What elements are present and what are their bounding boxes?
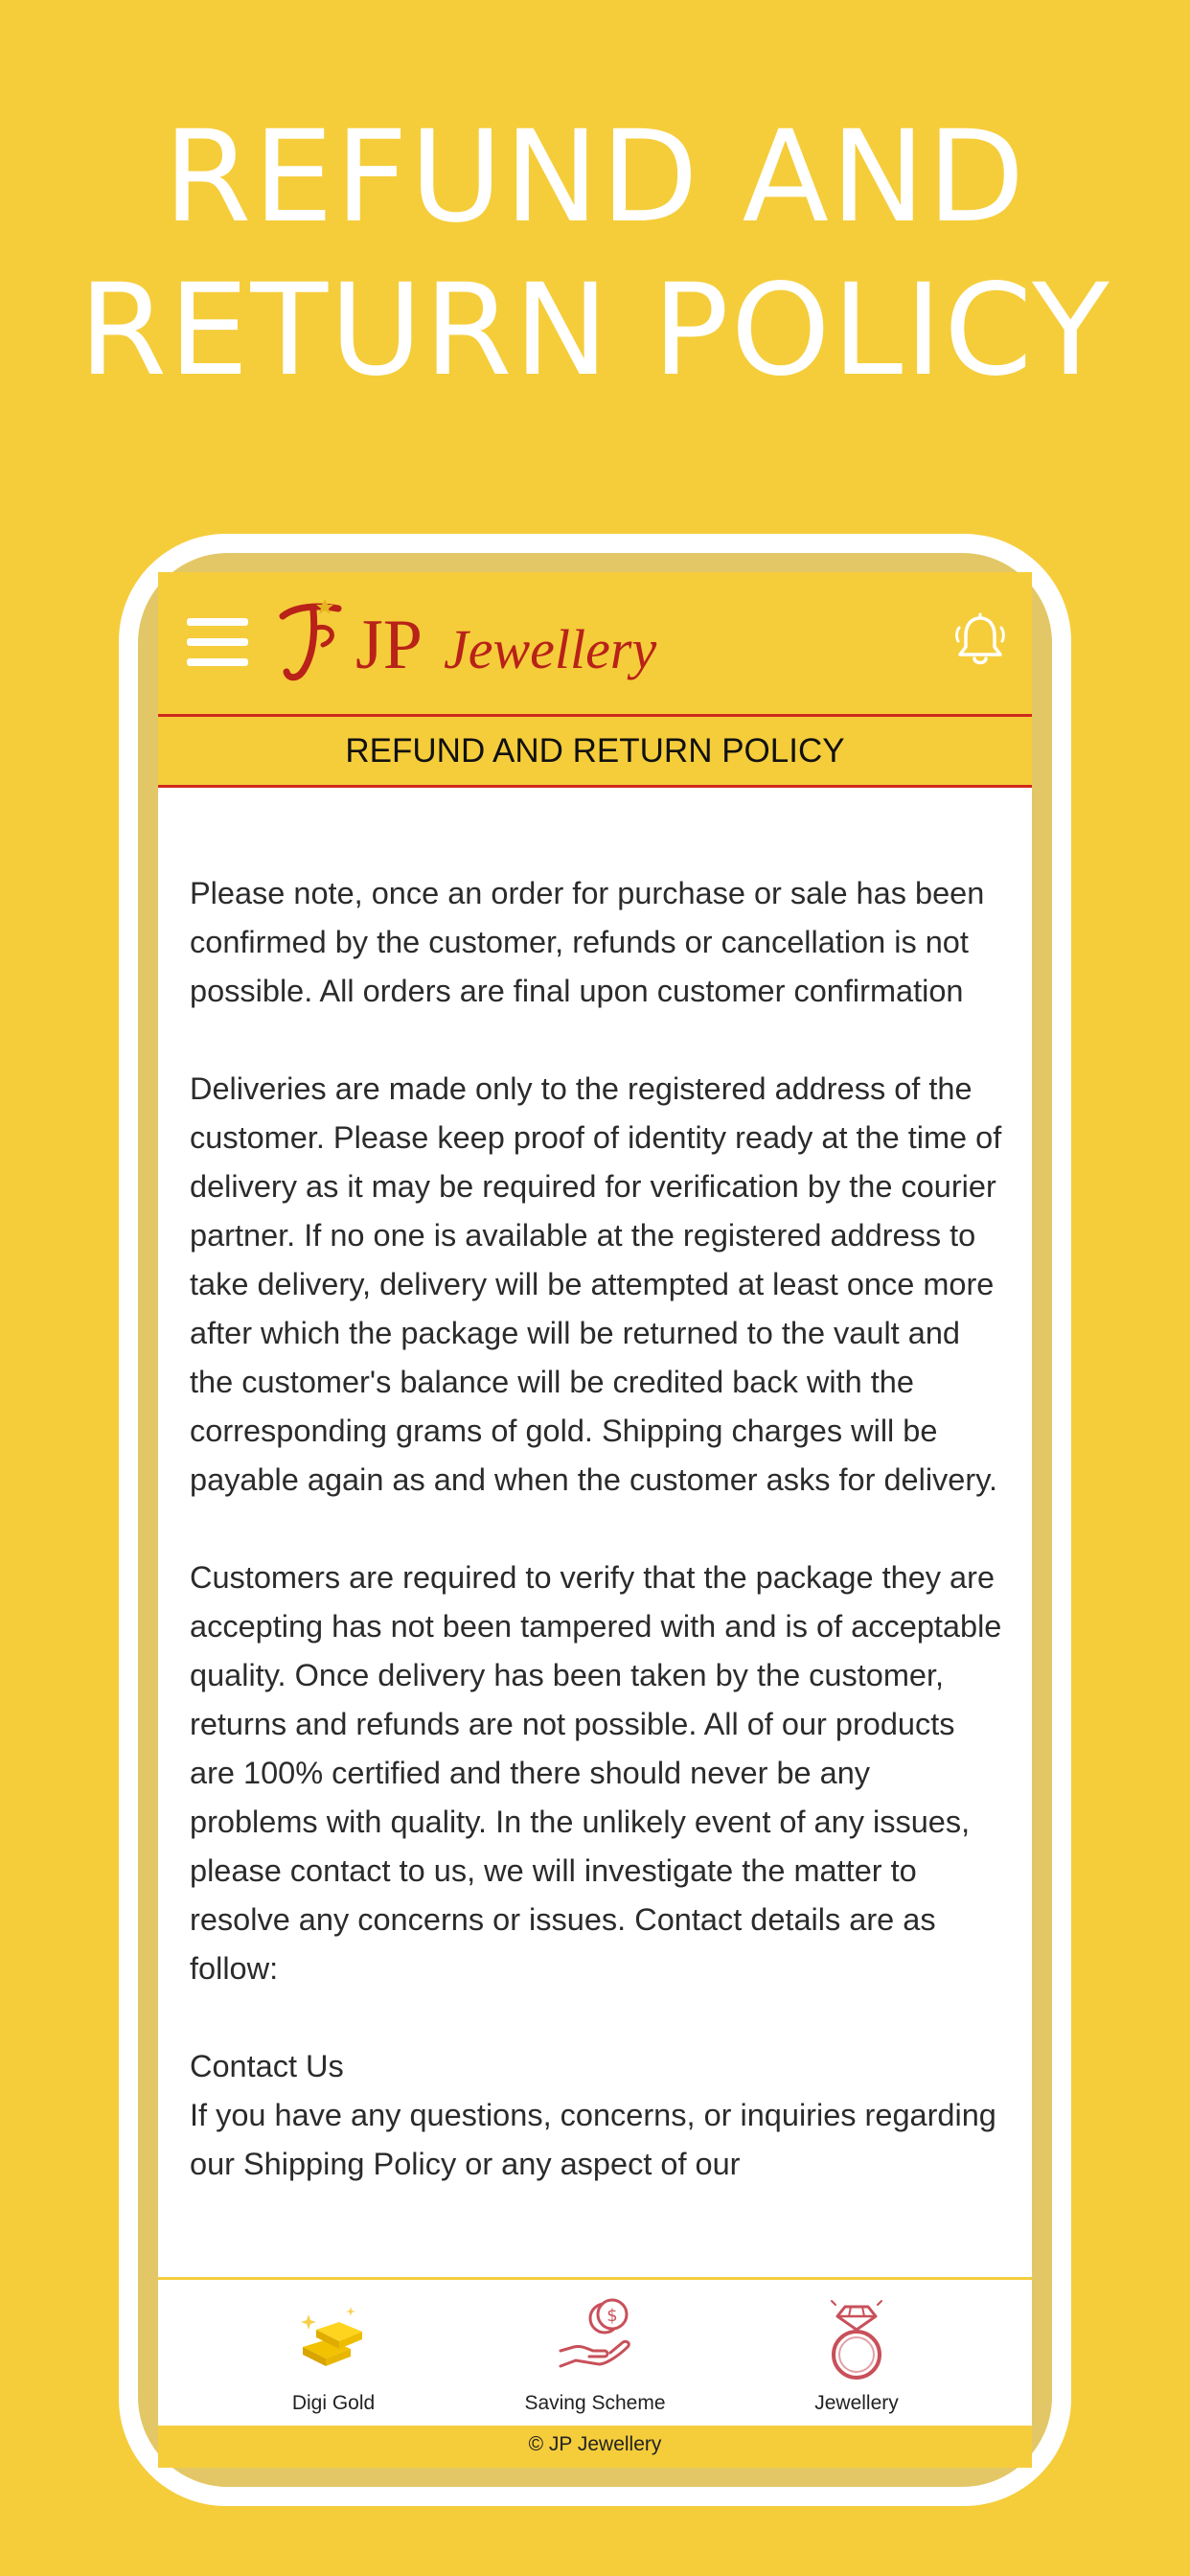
bottom-navigation <box>158 2277 1032 2428</box>
policy-paragraph-3: Customers are required to verify that the package they are accepting has not been tampered with and is of acceptable quality. Once delivery has been taken by the customer, returns and refunds are not possible. All of our products are 100% certified and there should never be any problems with quality. In the unlikely event of any issues, please contact to us, we will investigate the matter to resolve any concerns or issues. Contact details are as follow: <box>190 1560 1002 1986</box>
contact-text: If you have any questions, concerns, or inquiries regarding our Shipping Policy or any aspect of our <box>190 2098 996 2181</box>
policy-paragraph-2: Deliveries are made only to the registered address of the customer. Please keep proof of identity ready at the time of delivery as it may be required for verification by the courier partner. If no one is available at the registered address to take delivery, delivery will be attempted at least once more after which the package will be returned to the vault and the customer's balance will be credited back with the corresponding grams of gold. Shipping charges will be payable again as and when the customer asks for delivery. <box>190 1071 1002 1497</box>
jp-monogram-icon <box>275 595 346 687</box>
policy-content[interactable] <box>190 869 1004 2181</box>
hamburger-menu-icon[interactable] <box>187 616 248 668</box>
logo-jewellery-text: Jewellery <box>444 618 657 680</box>
logo-jp-text: JP <box>355 606 423 684</box>
nav-label-saving-scheme: Saving Scheme <box>524 2392 666 2414</box>
contact-heading: Contact Us <box>190 2049 344 2083</box>
hand-coins-icon <box>557 2297 637 2378</box>
svg-text:$: $ <box>606 2306 618 2326</box>
brand-logo[interactable] <box>275 591 677 687</box>
copyright-text: © JP Jewellery <box>528 2433 662 2455</box>
hero-title-line-1: REFUND AND <box>163 104 1027 251</box>
nav-label-digi-gold: Digi Gold <box>291 2392 376 2414</box>
page-title: REFUND AND RETURN POLICY <box>345 732 845 770</box>
bell-icon[interactable] <box>953 612 1007 670</box>
gold-bars-icon <box>295 2297 372 2374</box>
nav-item-digi-gold[interactable] <box>209 2280 458 2428</box>
nav-label-jewellery: Jewellery <box>814 2392 899 2414</box>
nav-item-jewellery[interactable] <box>732 2280 981 2428</box>
diamond-ring-icon <box>818 2297 895 2383</box>
policy-paragraph-1: Please note, once an order for purchase or sale has been confirmed by the customer, refunds or cancellation is not possible. All orders are final upon customer confirmation <box>190 876 985 1008</box>
footer <box>158 2426 1032 2468</box>
app-screen <box>158 572 1032 2468</box>
page-title-bar <box>158 717 1032 788</box>
hero-title-line-2: RETURN POLICY <box>79 257 1111 404</box>
hero-title <box>0 101 1190 407</box>
nav-item-saving-scheme[interactable] <box>470 2280 720 2428</box>
app-header <box>158 572 1032 717</box>
